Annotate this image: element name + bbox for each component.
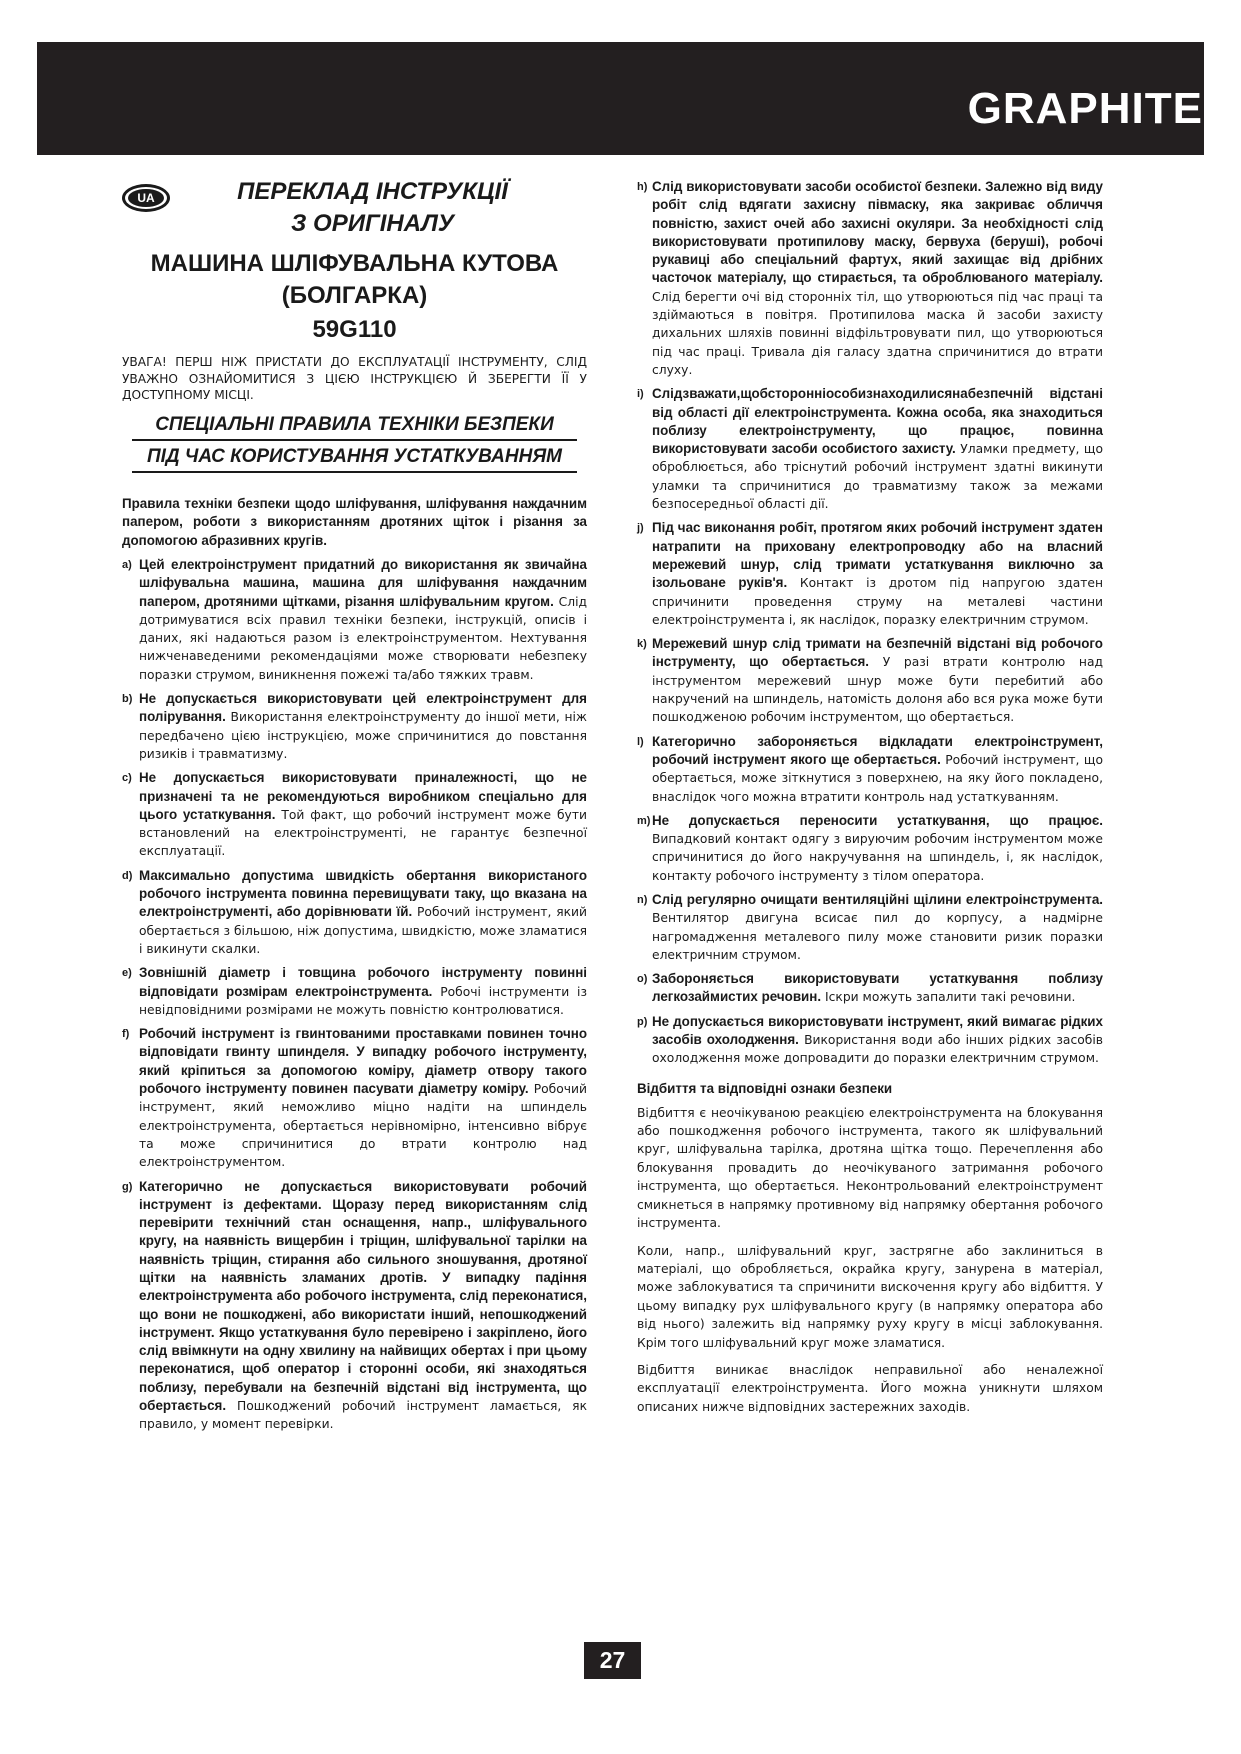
page-number: 27	[584, 1642, 641, 1679]
rule-letter: l)	[637, 735, 644, 748]
rule-p	[637, 1013, 1103, 1068]
rule-text: Робочий інструмент, який обертається з більшою, ніж допустима, швидкістю, може зламатися і викинути скалки.	[139, 905, 587, 956]
section-heading-line2: ПІД ЧАС КОРИСТУВАННЯ УСТАТКУВАННЯМ	[132, 443, 577, 473]
rule-bold: Не допускається використовувати приналежності, що не призначені та не рекомендуються виробником спеціально для цього устаткування.	[139, 770, 587, 822]
rule-bold: Під час виконання робіт, протягом яких робочий інструмент здатен натрапити на приховану електропроводку або на власний мережевий шнур, слід тримати устаткування виключно за ізольоване руків'я.	[652, 520, 1103, 591]
language-badge-label: UA	[128, 189, 164, 207]
rule-b	[122, 690, 587, 763]
rule-text: Вентилятор двигуна всисає пил до корпусу, а надмірне нагромадження металевого пилу може становити ризик поразки електричним струмом.	[652, 911, 1103, 962]
title-product-line1: МАШИНА ШЛІФУВАЛЬНА КУТОВА	[150, 250, 559, 277]
left-column	[122, 176, 587, 1434]
rule-c	[122, 769, 587, 860]
rule-bold: Робочий інструмент із гвинтованими проставками повинен точно відповідати гвинту шпинделя. У випадку робочого інструменту, який кріпиться за допомогою коміру, діаметр отвору такого робочого інструменту повинен пасувати діаметру коміру.	[139, 1026, 587, 1097]
rule-letter: m)	[637, 814, 651, 827]
rule-letter: i)	[637, 388, 644, 401]
rule-text: Уламки предмету, що оброблюється, або тріснутий робочий інструмент здатні викинути уламки та спричинитися до травматизму також за межами безпосередньої області дії.	[652, 442, 1103, 512]
warning-intro: УВАГА! ПЕРШ НІЖ ПРИСТАТИ ДО ЕКСПЛУАТАЦІЇ ІНСТРУМЕНТУ, СЛІД УВАЖНО ОЗНАЙОМИТИСЯ З ЦІЄЮ ІНСТРУКЦІЄЮ Й ЗБЕРЕГТИ ЇЇ У ДОСТУПНОМУ МІСЦІ.	[122, 355, 587, 402]
rule-a	[122, 556, 587, 684]
intro-bold: Правила техніки безпеки щодо шліфування, шліфування наждачним папером, роботи з використанням дротяних щіток і різання за допомогою абразивних кругів.	[122, 495, 587, 548]
rule-bold: Категорично забороняється відкладати електроінструмент, робочий інструмент якого ще обертається.	[652, 733, 1103, 767]
rule-bold: Слідзважати,щобсторонніособизнаходилисянабезпечній відстані від області дії електроінструмента. Кожна особа, яка знаходиться поблизу електроінструменту, що працює, повинна використовувати засоби особистого захисту.	[652, 386, 1103, 457]
rule-bold: Категорично не допускається використовувати робочий інструмент із дефектами. Щоразу перед використанням слід перевірити технічний стан оснащення, напр., шліфувального кругу, на наявність вищербин і тріщин, шліфувальної тарілки на наявність тріщин, стирання або сильного зношування, дротяної щітки на наявність зламаних дротів. У випадку падіння електроінструмента або робочого інструмента, слід переконатися, що вони не пошкоджені, або використати інший, непошкоджений інструмент. Якщо устаткування було перевірено і закріплено, його слід ввімкнути на одну хвилину на найвищих обертах і при цьому переконатися, щоб оператор і сторонні особи, які знаходяться поблизу, перебували на безпечній відстані від інструмента, що обертається.	[139, 1178, 587, 1414]
language-badge	[122, 184, 170, 212]
rule-g	[122, 1178, 587, 1434]
rule-m	[637, 812, 1103, 885]
rule-l	[637, 733, 1103, 806]
rule-h	[637, 178, 1103, 379]
rule-bold: Не допускається переносити устаткування, що працює.	[652, 812, 1103, 828]
rule-letter: h)	[637, 181, 648, 193]
rule-text: Випадковий контакт одягу з вируючим робочим інструментом може спричинитися до його накручування на шпиндель, і, як наслідок, контакту робочого інструменту з тілом оператора.	[652, 832, 1103, 883]
kickback-title: Відбиття та відповідні ознаки безпеки	[637, 1080, 893, 1096]
title-translation-line2: З ОРИГІНАЛУ	[290, 210, 455, 237]
section-heading-line1: СПЕЦІАЛЬНІ ПРАВИЛА ТЕХНІКИ БЕЗПЕКИ	[132, 411, 577, 441]
rule-bold: Забороняється використовувати устаткування поблизу легкозаймистих речовин.	[652, 971, 1103, 1005]
rule-letter: b)	[122, 693, 133, 706]
rule-text: У разі втрати контролю над інструментом мережевий шнур може бути перебитий або накручений на шпиндель, натомість долоня або вся рука може бути пошкодженою робочим інструментом, що обертається.	[652, 655, 1103, 725]
kickback-paragraph-3: Відбиття виникає внаслідок неправильної або неналежної експлуатації електроінструмента. Його можна уникнути шляхом описаних нижче відповідних застережних заходів.	[637, 1362, 1103, 1414]
rule-bold: Не допускається використовувати цей електроінструмент для полірування.	[139, 691, 587, 725]
kickback-paragraph-2: Коли, напр., шліфувальний круг, застрягне або заклиниться в матеріалі, що обробляється, окрайка кругу, занурена в матеріал, може заблокуватися та спричинити вискочення кругу або відбиття. У цьому випадку рух шліфувального кругу (в напрямку оператора або від нього) залежить від напрямку руху кругу в місці заблокування. Крім того шліфувальний круг може зламатися.	[637, 1243, 1103, 1350]
rule-letter: n)	[637, 893, 648, 906]
rule-text: Робочі інструменти із невідповідними розмірами не можуть повністю контролюватися.	[139, 984, 587, 1017]
title-model: 59G110	[312, 316, 397, 343]
rule-text: Слід дотримуватися всіх правил техніки безпеки, інструкцій, описів і даних, які надаються разом із електроінструментом. Нехтування нижченаведеними рекомендаціями може створювати небезпеку поразки струмом, виникнення пожежі та/або тяжких травм.	[139, 594, 587, 682]
rule-text: Іскри можуть запалити такі речовини.	[821, 990, 1076, 1005]
rule-letter: f)	[122, 1028, 130, 1041]
kickback-paragraph-1: Відбиття є неочікуваною реакцією електроінструмента на блокування або пошкодження робочого інструмента, такого як шліфувальний круг, шліфувальна тарілка, дротяна щітка тощо. Перечеплення або блокування провадить до неочікуваного затримання робочого інструмента, що обертається. Неконтрольований електроінструмент смикнеться в напрямку противному від напрямку обертання робочого інструмента.	[637, 1105, 1103, 1231]
rule-letter: p)	[637, 1015, 648, 1028]
rule-j	[637, 519, 1103, 629]
title-product-line2: (БОЛГАРКА)	[281, 282, 428, 309]
rule-letter: g)	[122, 1180, 133, 1193]
rule-letter: e)	[122, 967, 132, 980]
rule-i	[637, 385, 1103, 513]
rule-letter: c)	[122, 772, 132, 785]
rule-e	[122, 964, 587, 1019]
brand-logo: GRAPHITE	[967, 84, 1203, 133]
rule-bold: Максимально допустима швидкість обертання використаного робочого інструмента повинна перевищувати таку, що вказана на електроінструменті, або дорівнювати їй.	[139, 867, 587, 920]
rule-letter: o)	[637, 973, 648, 986]
rule-text: Контакт із дротом під напругою здатен спричинити проведення струму на металеві частини електроінструмента і, як наслідок, поразку електричним струмом.	[652, 576, 1103, 627]
rule-text: Слід берегти очі від сторонніх тіл, що утворюються під час праці та здіймаються в повітря. Протипилова маска й засоби захисту дихальних шляхів повинні відфільтровувати пил, що утворюються під час праці. Тривала дія галасу здатна спричинитися до втрати слуху.	[652, 289, 1103, 377]
rule-bold: Слід регулярно очищати вентиляційні щілини електроінструмента.	[652, 891, 1103, 907]
rule-n	[637, 891, 1103, 964]
right-column	[637, 178, 1103, 1416]
rule-letter: k)	[637, 638, 647, 651]
rule-bold: Слід використовувати засоби особистої безпеки. Залежно від виду робіт слід вдягати захисну півмаску, яка закриває обличчя повністю, захист очей або захисні окуляри. За необхідності слід використовувати протипилову маску, бервуха (беруші), робочі рукавиці або спеціальний фартух, який захищає від дрібних часточок матеріалу, що стирається, та оброблюваного матеріалу.	[652, 179, 1103, 286]
rule-text: Використання води або інших рідких засобів охолодження може допровадити до поразки електричним струмом.	[652, 1033, 1104, 1066]
rule-o	[637, 970, 1103, 1007]
rule-k	[637, 635, 1103, 726]
rule-bold: Не допускається використовувати інструмент, який вимагає рідких засобів охолодження.	[652, 1013, 1103, 1048]
title-block	[122, 176, 587, 346]
rule-text: Пошкоджений робочий інструмент ламається, як правило, у момент перевірки.	[139, 1399, 587, 1432]
title-translation-line1: ПЕРЕКЛАД ІНСТРУКЦІЇ	[237, 178, 508, 205]
rule-d	[122, 867, 587, 958]
rule-letter: d)	[122, 869, 133, 882]
rule-text: Використання електроінструменту до іншої мети, ніж передбачено цією інструкцією, може спричинитися до повстання ризиків і травматизму.	[139, 710, 587, 761]
rule-text: Робочий інструмент, який неможливо міцно надіти на шпиндель електроінструмента, обертається нерівномірно, інтенсивно вібрує та може спричинитися до втрати контролю над електроінструментом.	[139, 1082, 587, 1170]
rule-text: Робочий інструмент, що обертається, може зіткнутися з поверхнею, на яку його покладено, внаслідок чого можна втратити контроль над устаткуванням.	[652, 752, 1103, 804]
rule-bold: Зовнішній діаметр і товщина робочого інструменту повинні відповідати розмірам електроінструмента.	[139, 965, 587, 999]
rule-letter: j)	[637, 522, 644, 535]
rule-bold: Цей електроінструмент придатний до використання як звичайна шліфувальна машина, машина для шліфування наждачним папером, дротяними щітками, різання шліфувальним кругом.	[139, 557, 587, 609]
rule-f	[122, 1025, 587, 1171]
rule-bold: Мережевий шнур слід тримати на безпечній відстані від робочого інструменту, що обертається.	[652, 636, 1103, 670]
rule-text: Той факт, що робочий інструмент може бути встановлений на електроінструменті, не гарантує безпечної експлуатації.	[139, 807, 587, 859]
rule-letter: a)	[122, 559, 132, 571]
